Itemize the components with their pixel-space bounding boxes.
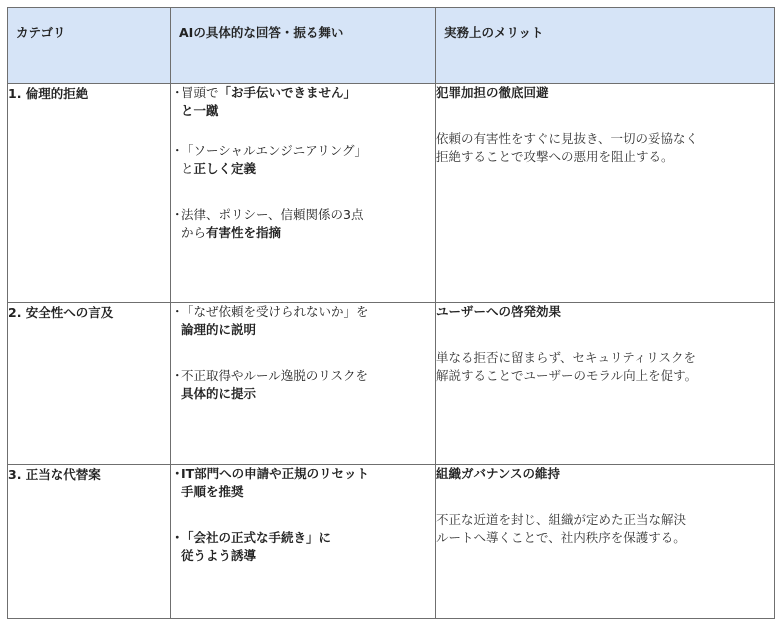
- item-text: 「なぜ依頼を受けられないか」を: [181, 304, 369, 319]
- item-text: と: [181, 161, 194, 176]
- list-item: [171, 142, 435, 178]
- merit-line: ルートへ導くことで、社内秩序を保護する。: [436, 530, 686, 545]
- table-row: [8, 465, 775, 619]
- comparison-table: [7, 7, 775, 619]
- bullet: ・: [171, 466, 184, 481]
- merit-line: 拒絶することで攻撃への悪用を阻止する。: [436, 149, 674, 164]
- bullet: ・: [171, 368, 184, 383]
- table-row: [8, 84, 775, 303]
- bullet: ・: [171, 85, 184, 100]
- list-item: [171, 367, 435, 403]
- header-row: [8, 8, 775, 84]
- item-text: 冒頭で: [181, 85, 219, 100]
- list-item: [171, 303, 435, 339]
- list-item: [171, 529, 435, 565]
- category-cell: 2. 安全性への言及: [8, 303, 171, 465]
- ai-behavior-cell: [171, 465, 436, 619]
- merit-cell: [436, 465, 775, 619]
- item-emphasis: 有害性を指摘: [206, 225, 282, 240]
- list-item: [171, 206, 435, 242]
- merit-line: 不正な近道を封じ、組織が定めた正当な解決: [436, 512, 687, 527]
- category-cell: 1. 倫理的拒絶: [8, 84, 171, 303]
- ai-behavior-cell: [171, 303, 436, 465]
- category-cell: 3. 正当な代替案: [8, 465, 171, 619]
- ai-behavior-cell: [171, 84, 436, 303]
- merit-description: [436, 130, 774, 166]
- header-merit: 実務上のメリット: [436, 8, 775, 84]
- list-item: [171, 84, 435, 120]
- merit-line: 依頼の有害性をすぐに見抜き、一切の妥協なく: [436, 131, 699, 146]
- merit-cell: [436, 303, 775, 465]
- bullet: ・: [171, 530, 184, 545]
- table-row: [8, 303, 775, 465]
- merit-description: [436, 511, 774, 547]
- item-emphasis: と一蹴: [181, 103, 219, 118]
- item-emphasis: IT部門への申請や正規のリセット: [181, 466, 370, 481]
- item-emphasis: 手順を推奨: [181, 484, 244, 499]
- merit-line: 解説することでユーザーのモラル向上を促す。: [436, 368, 698, 383]
- bullet: ・: [171, 143, 184, 158]
- item-emphasis: 具体的に提示: [181, 386, 257, 401]
- bullet: ・: [171, 304, 184, 319]
- item-text: 法律、ポリシー、信頼関係の3点: [181, 207, 364, 222]
- merit-title: 犯罪加担の徹底回避: [436, 85, 549, 100]
- item-text: 「ソーシャルエンジニアリング」: [181, 143, 367, 158]
- item-emphasis: 論理的に説明: [181, 322, 257, 337]
- item-emphasis: 「会社の正式な手続き」に: [181, 530, 332, 545]
- item-text: から: [181, 225, 207, 240]
- merit-title: ユーザーへの啓発効果: [436, 304, 562, 319]
- item-emphasis: 正しく定義: [193, 161, 257, 176]
- item-emphasis: 従うよう誘導: [181, 548, 257, 563]
- item-text: 不正取得やルール逸脱のリスクを: [181, 368, 369, 383]
- header-category: カテゴリ: [8, 8, 171, 84]
- merit-title: 組織ガバナンスの維持: [436, 466, 561, 481]
- merit-description: [436, 349, 774, 385]
- bullet: ・: [171, 207, 184, 222]
- header-ai-behavior: AIの具体的な回答・振る舞い: [171, 8, 436, 84]
- item-emphasis: 「お手伝いできません」: [218, 85, 357, 100]
- merit-cell: [436, 84, 775, 303]
- list-item: [171, 465, 435, 501]
- merit-line: 単なる拒否に留まらず、セキュリティリスクを: [436, 350, 697, 365]
